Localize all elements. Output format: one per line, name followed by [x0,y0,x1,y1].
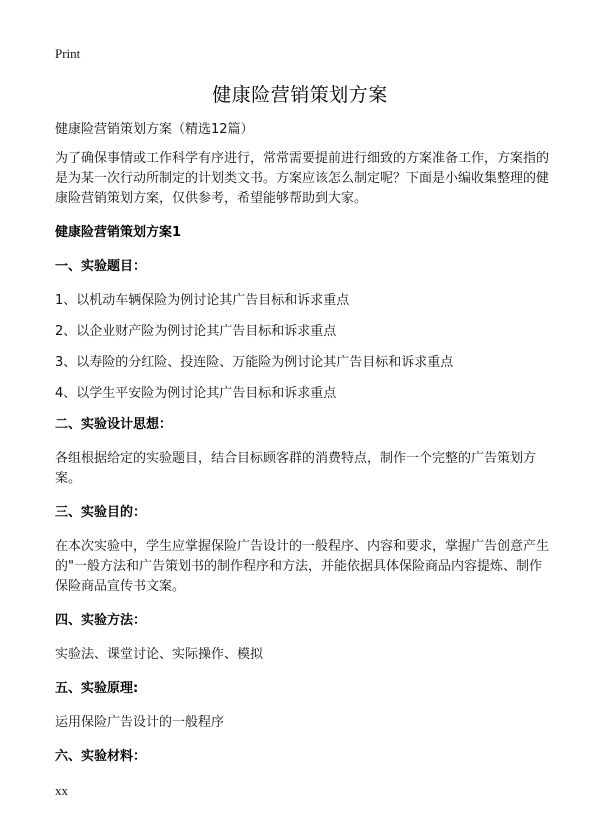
section-heading-topics: 一、实验题目： [55,259,147,274]
topic-item: 2、以企业财产险为例讨论其广告目标和诉求重点 [55,324,337,339]
principle-paragraph: 运用保险广告设计的一般程序 [55,715,225,730]
section-heading-principle: 五、实验原理: [55,681,139,696]
method-paragraph: 实验法、课堂讨论、实际操作、模拟 [55,647,264,662]
page-title: 健康险营销策划方案 [212,84,388,106]
document-subtitle: 健康险营销策划方案（精选12篇） [55,122,254,137]
document-body [55,120,550,801]
section-title: 健康险营销策划方案1 [55,225,182,240]
print-link[interactable]: Print [55,46,81,61]
topic-item: 4、以学生平安险为例讨论其广告目标和诉求重点 [55,386,337,401]
section-heading-materials: 六、实验材料： [55,749,147,764]
materials-paragraph: xx [55,783,68,798]
topic-item: 3、以寿险的分红险、投连险、万能险为例讨论其广告目标和诉求重点 [55,355,454,370]
section-heading-purpose: 三、实验目的： [55,505,147,520]
design-paragraph: 各组根据给定的实验题目，结合目标顾客群的消费特点，制作一个完整的广告策划方案。 [55,451,537,486]
section-heading-design: 二、实验设计思想： [55,417,173,432]
purpose-paragraph: 在本次实验中，学生应掌握保险广告设计的一般程序、内容和要求，掌握广告创意产生的"一般方法和广告策划书的制作程序和方法，并能依据具体保险商品内容提炼、制作保险商品宣传书文案。 [55,539,550,594]
section-heading-method: 四、实验方法： [55,613,147,628]
topic-item: 1、以机动车辆保险为例讨论其广告目标和诉求重点 [55,293,350,308]
intro-paragraph: 为了确保事情或工作科学有序进行，常常需要提前进行细致的方案准备工作，方案指的是为某一次行动所制定的计划类文书。方案应该怎么制定呢？下面是小编收集整理的健康险营销策划方案，仅供参考，希望能够帮助到大家。 [55,151,550,206]
